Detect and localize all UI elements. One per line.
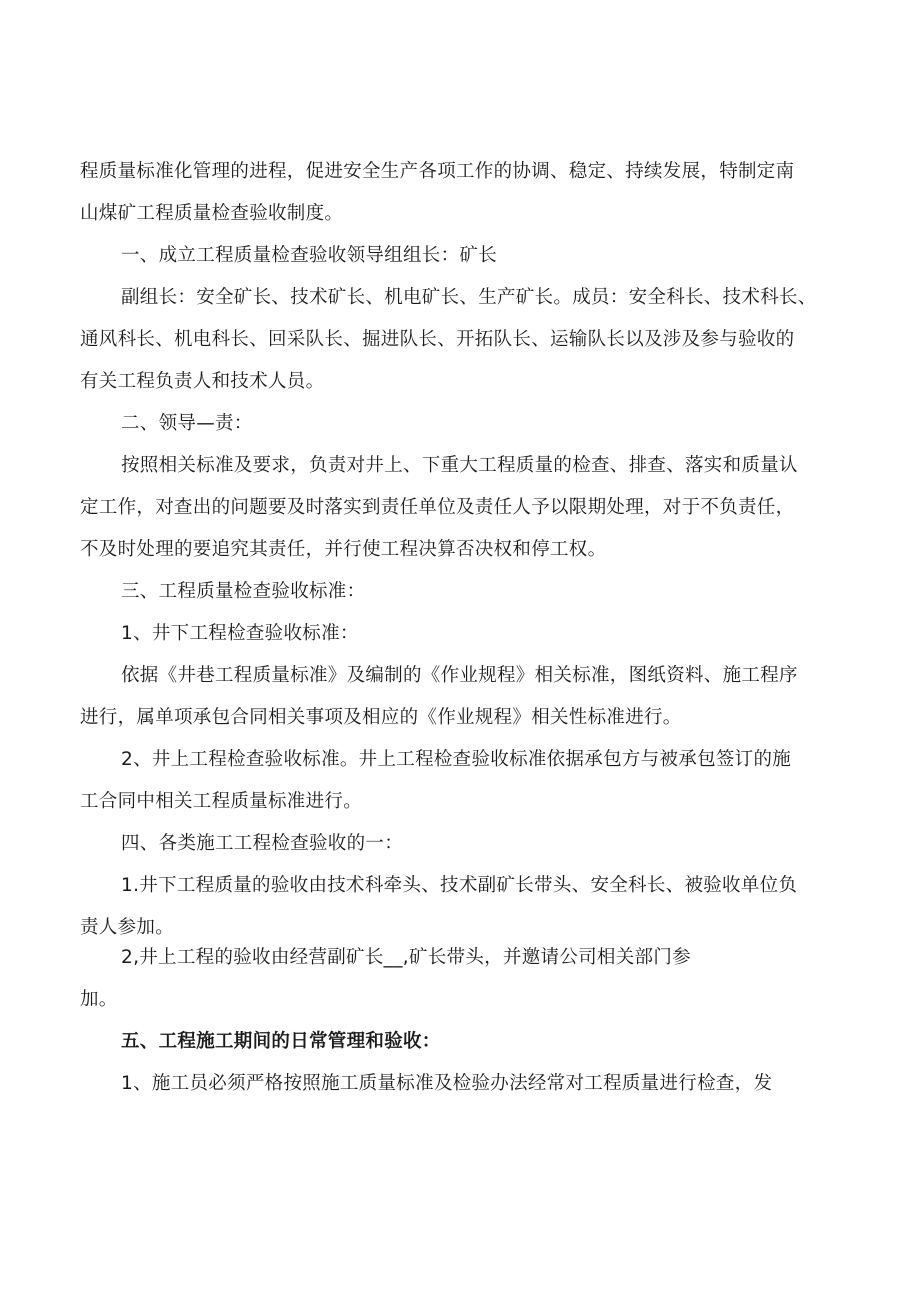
text-line-19: 责人参加。 — [80, 917, 175, 938]
text-line-1: 程质量标准化管理的进程，促进安全生产各项工作的协调、稳定、持续发展，特制定南 — [80, 161, 795, 182]
text-line-6: 有关工程负责人和技术人员。 — [80, 371, 325, 392]
section-heading-5: 五、工程施工期间的日常管理和验收： — [121, 1031, 441, 1052]
text-line-2: 山煤矿工程质量检查验收制度。 — [80, 203, 344, 224]
text-line-15: 2、井上工程检查验收标准。井上工程检查验收标准依据承包方与被承包签订的施 — [121, 749, 792, 770]
text-line-5: 通风科长、机电科长、回采队长、掘进队长、开拓队长、运输队长以及涉及参与验收的 — [80, 329, 795, 350]
section-heading-2: 二、领导—责： — [121, 413, 253, 434]
text-line-13: 依据《井巷工程质量标准》及编制的《作业规程》相关标准，图纸资料、施工程序 — [121, 665, 798, 686]
text-line-14: 进行，属单项承包合同相关事项及相应的《作业规程》相关性标准进行。 — [80, 707, 682, 728]
subheading-1: 1、井下工程检查验收标准： — [121, 623, 359, 644]
text-line-10: 不及时处理的要追究其责任，并行使工程决算否决权和停工权。 — [80, 539, 607, 560]
text-line-16: 工合同中相关工程质量标准进行。 — [80, 791, 363, 812]
text-line-23: 1、施工员必须严格按照施工质量标准及检验办法经常对工程质量进行检查，发 — [121, 1073, 773, 1094]
text-line-9: 定工作，对查出的问题要及时落实到责任单位及责任人予以限期处理，对于不负责任， — [80, 497, 795, 518]
section-heading-3: 三、工程质量检查验收标准： — [121, 581, 366, 602]
text-line-18: 1.井下工程质量的验收由技术科牵头、技术副矿长带头、安全科长、被验收单位负 — [121, 875, 798, 896]
section-heading-4: 四、各类施工工程检查验收的一： — [121, 833, 404, 854]
section-heading-1: 一、成立工程质量检查验收领导组组长：矿长 — [121, 245, 498, 266]
text-line-20: 2,井上工程的验收由经营副矿长__,矿长带头，并邀请公司相关部门参 — [121, 947, 691, 968]
text-line-21: 加。 — [80, 989, 118, 1010]
text-line-4: 副组长：安全矿长、技术矿长、机电矿长、生产矿长。成员：安全科长、技术科长、 — [121, 287, 817, 308]
text-line-8: 按照相关标准及要求，负责对井上、下重大工程质量的检查、排查、落实和质量认 — [121, 455, 798, 476]
